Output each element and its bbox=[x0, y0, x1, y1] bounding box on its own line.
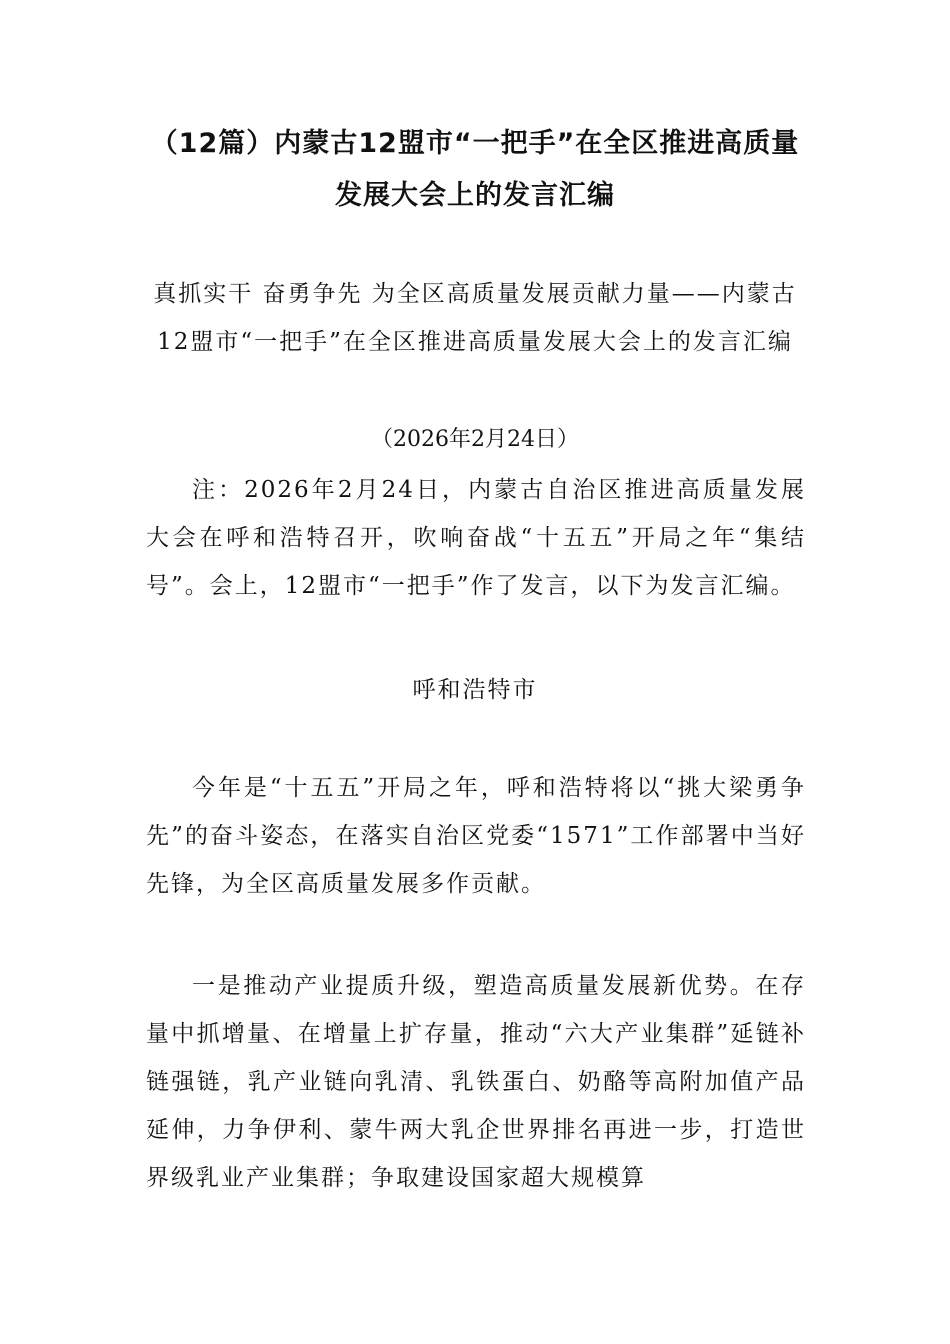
document-subtitle: 真抓实干 奋勇争先 为全区高质量发展贡献力量——内蒙古12盟市“一把手”在全区推进高质量发展大会上的发言汇编 bbox=[153, 281, 797, 355]
document-title: （12篇）内蒙古12盟市“一把手”在全区推进高质量发展大会上的发言汇编 bbox=[150, 128, 800, 211]
document-date: （2026年2月24日） bbox=[371, 427, 579, 452]
body-paragraph: 一是推动产业提质升级，塑造高质量发展新优势。在存量中抓增量、在增量上扩存量，推动“六大产业集群”延链补链强链，乳产业链向乳清、乳铁蛋白、奶酪等高附加值产品延伸，力争伊利、蒙牛两大乳企世界排名再进一步，打造世界级乳业产业集群；争取建设国家超大规模算 bbox=[146, 973, 806, 1191]
editor-note: 注：2026年2月24日，内蒙古自治区推进高质量发展大会在呼和浩特召开，吹响奋战“十五五”开局之年“集结号”。会上，12盟市“一把手”作了发言，以下为发言汇编。 bbox=[146, 477, 806, 599]
intro-paragraph: 今年是“十五五”开局之年，呼和浩特将以“挑大梁勇争先”的奋斗姿态，在落实自治区党委“1571”工作部署中当好先锋，为全区高质量发展多作贡献。 bbox=[146, 775, 806, 897]
section-heading: 呼和浩特市 bbox=[412, 677, 538, 703]
